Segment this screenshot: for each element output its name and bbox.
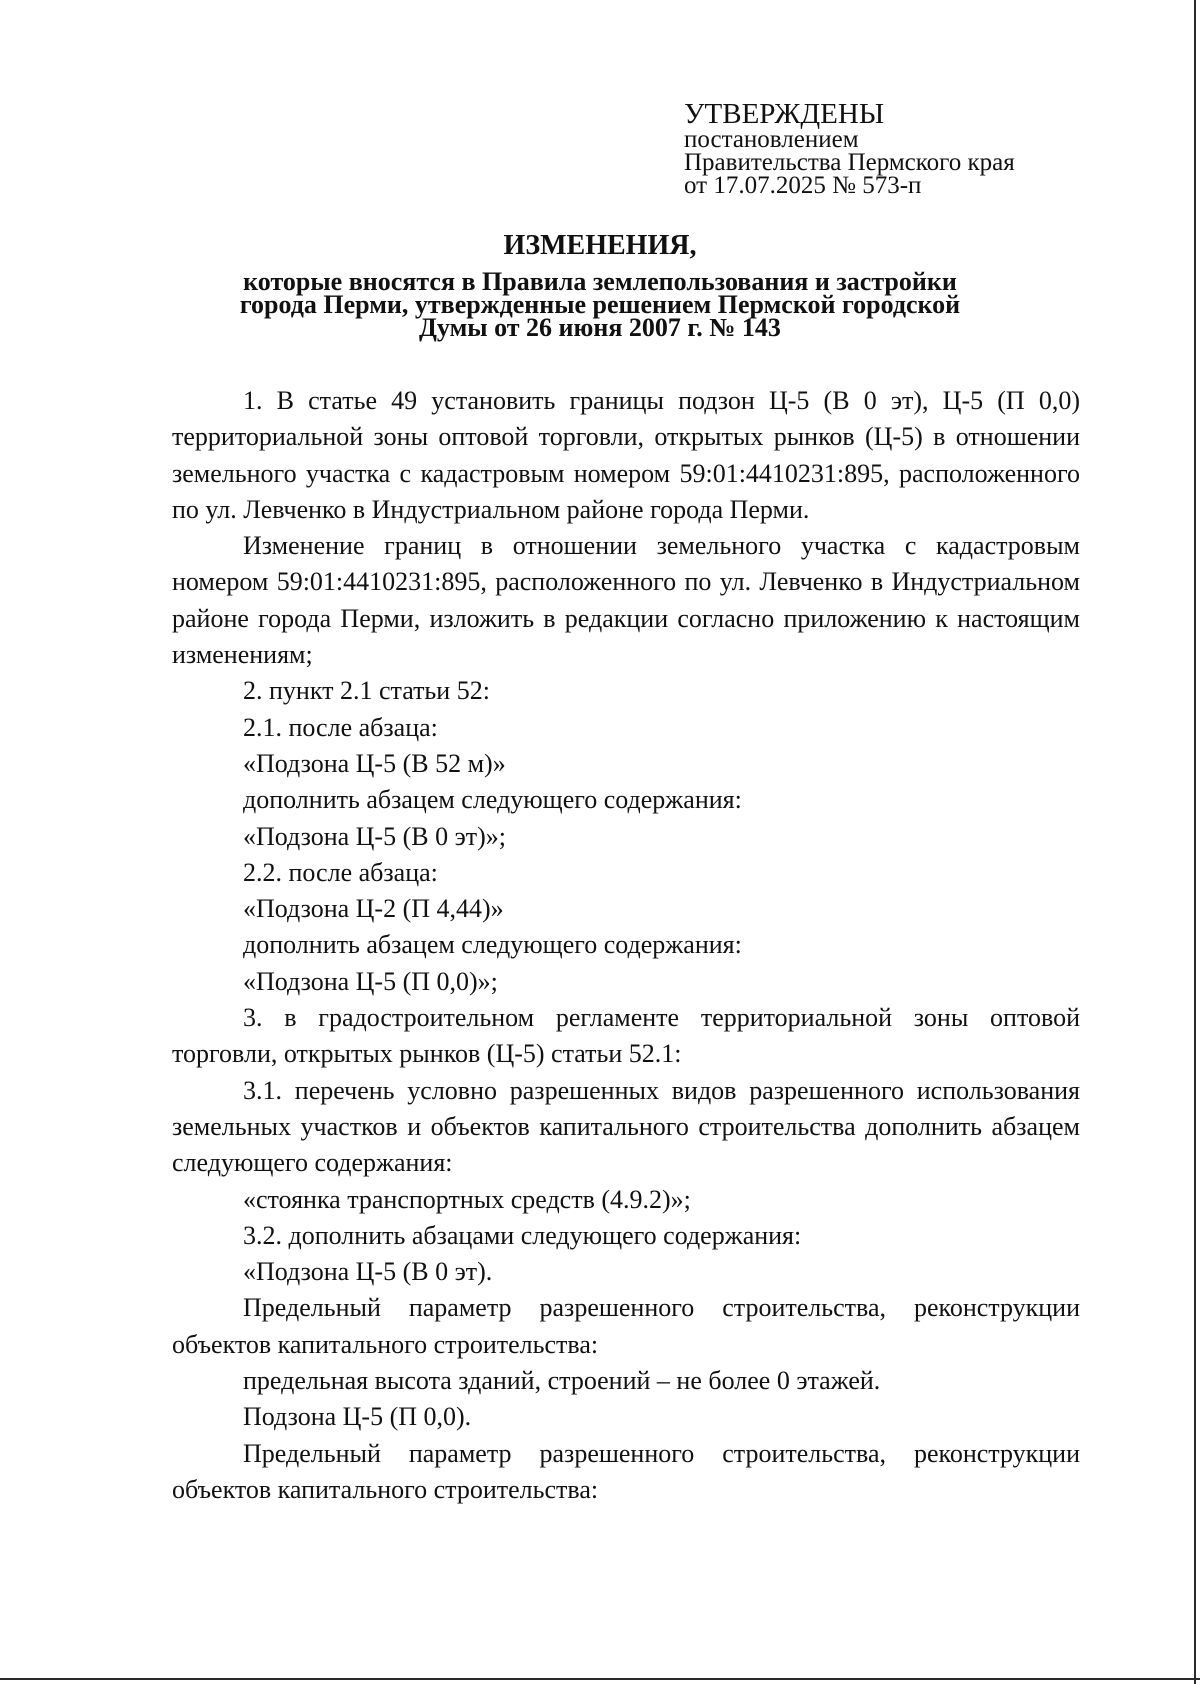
paragraph: 3.2. дополнить абзацами следующего содержания: (243, 1220, 802, 1250)
paragraph: 3.1. перечень условно разрешенных видов разрешенного использования земельных участков и объектов капитального строительства дополнить абзацем следующего содержания: (172, 1075, 1080, 1178)
approval-line: Правительства Пермского края (684, 149, 1015, 176)
subtitle-line: которые вносятся в Правила землепользования и застройки (243, 267, 957, 296)
paragraph: 1. В статье 49 установить границы подзон Ц-5 (В 0 эт), Ц-5 (П 0,0) территориальной зоны оптовой торговли, открытых рынков (Ц-5) в отношении земельного участка с кадастровым номером 59:01:4410231:895, расположенного по ул. Левченко в Индустриальном районе города Перми. (172, 386, 1080, 524)
paragraph: Изменение границ в отношении земельного участка с кадастровым номером 59:01:4410231:895, расположенного по ул. Левченко в Индустриальном районе города Перми, изложить в редакции согласно приложению к настоящим изменениям; (172, 531, 1080, 670)
paragraph: 2.2. после абзаца: (243, 857, 438, 887)
paragraph: 2. пункт 2.1 статьи 52: (243, 676, 490, 706)
approval-line: постановлением (684, 126, 859, 153)
subtitle-line: Думы от 26 июня 2007 г. № 143 (419, 313, 781, 342)
paragraph: предельная высота зданий, строений – не более 0 этажей. (243, 1366, 881, 1396)
document-body (172, 383, 1080, 1508)
document-subtitle (160, 267, 1040, 342)
approval-line: от 17.07.2025 № 573-п (684, 172, 922, 199)
paragraph: «Подзона Ц-5 (В 0 эт). (243, 1257, 493, 1287)
paragraph: 2.1. после абзаца: (243, 712, 438, 742)
document-title: ИЗМЕНЕНИЯ, (503, 230, 697, 261)
scan-edge-right (1194, 0, 1196, 1684)
paragraph: Предельный параметр разрешенного строительства, реконструкции объектов капитального строительства: (172, 1293, 1080, 1359)
paragraph: «Подзона Ц-2 (П 4,44)» (243, 894, 504, 924)
paragraph: Подзона Ц-5 (П 0,0). (243, 1402, 472, 1432)
subtitle-line: города Перми, утвержденные решением Пермской городской (239, 290, 961, 319)
paragraph: Предельный параметр разрешенного строительства, реконструкции объектов капитального строительства: (172, 1438, 1080, 1504)
paragraph: «стоянка транспортных средств (4.9.2)»; (243, 1184, 691, 1214)
paragraph: «Подзона Ц-5 (В 52 м)» (243, 748, 506, 778)
paragraph: дополнить абзацем следующего содержания: (243, 785, 742, 815)
paragraph: «Подзона Ц-5 (В 0 эт)»; (243, 821, 506, 851)
approval-heading: УТВЕРЖДЕНЫ (684, 98, 885, 130)
paragraph: 3. в градостроительном регламенте территориальной зоны оптовой торговли, открытых рынков (Ц-5) статьи 52.1: (172, 1003, 1080, 1069)
paragraph: дополнить абзацем следующего содержания: (243, 930, 742, 960)
paragraph: «Подзона Ц-5 (П 0,0)»; (243, 966, 498, 996)
approval-block (684, 100, 1015, 197)
scan-edge-bottom (0, 1678, 1200, 1680)
